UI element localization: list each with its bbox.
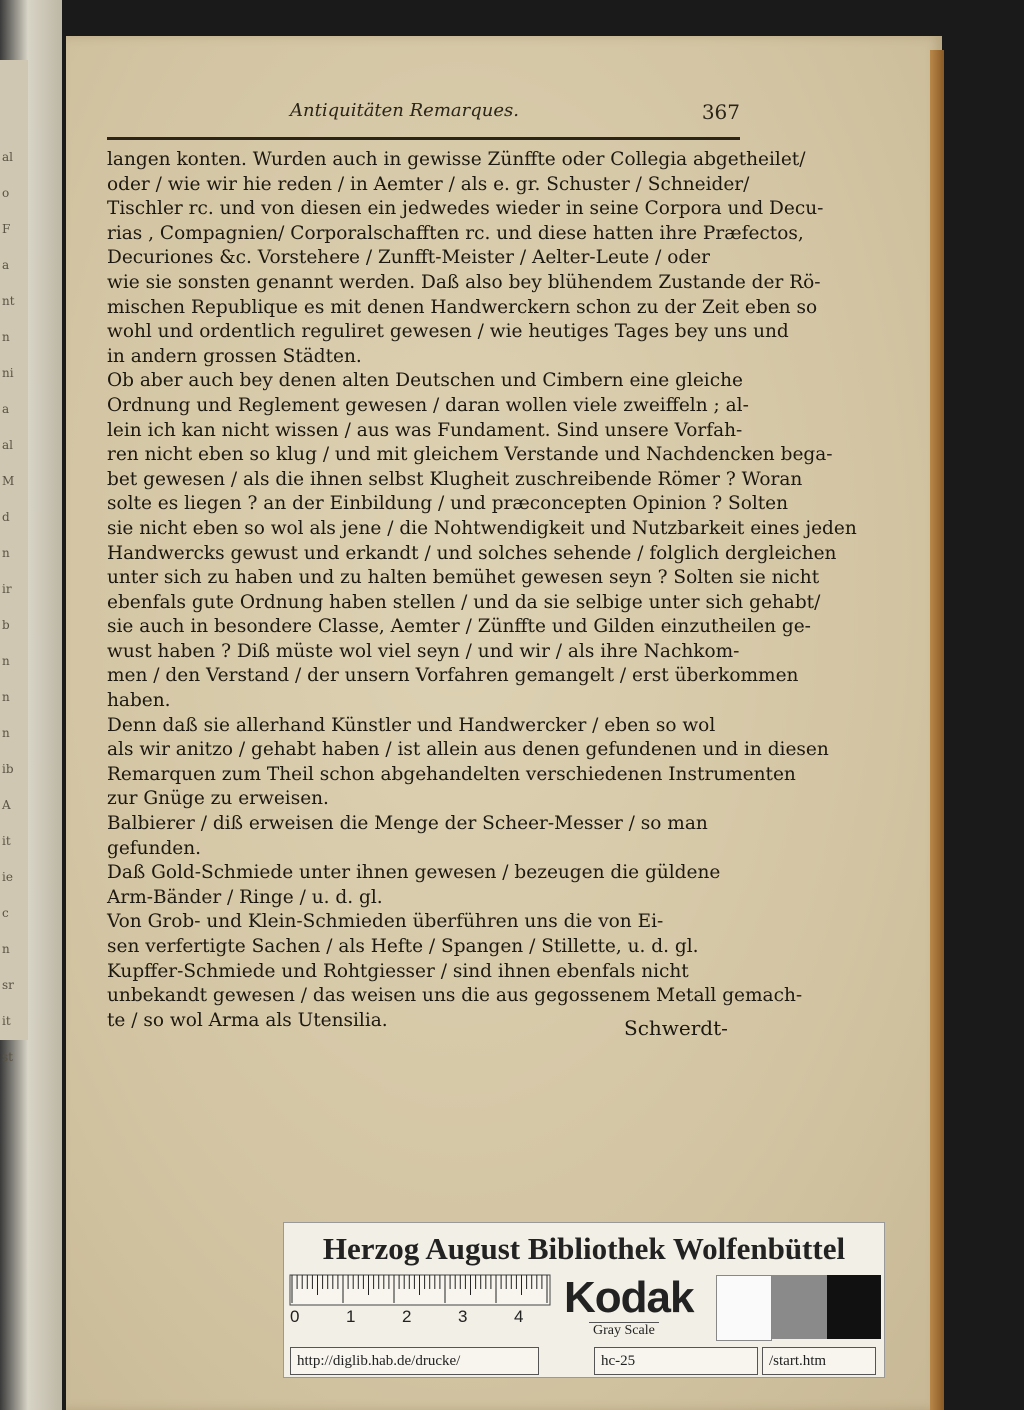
text-line: sie auch in besondere Classe, Aemter / Zünffte und Gilden einzutheilen ge- xyxy=(107,616,811,638)
facing-page-fragment: it xyxy=(2,834,11,848)
facing-page-fragment: n xyxy=(2,654,10,668)
target-card xyxy=(283,1222,885,1378)
text-line: rias , Compagnien/ Corporalschafften rc. und diese hatten ihre Præfectos, xyxy=(107,222,804,244)
text-line: Ordnung und Reglement gewesen / daran wollen viele zweiffeln ; al- xyxy=(107,394,749,416)
facing-page-fragment: M xyxy=(2,474,15,488)
text-line: Daß Gold-Schmiede unter ihnen gewesen / bezeugen die güldene xyxy=(107,862,721,884)
facing-page-fragment: ni xyxy=(2,366,14,380)
facing-page-fragment: o xyxy=(2,186,10,200)
text-line: ebenfals gute Ordnung haben stellen / und da sie selbige unter sich gehabt/ xyxy=(107,591,821,613)
facing-page-edge xyxy=(0,60,28,1064)
text-line: mischen Republique es mit denen Handwerckern schon zu der Zeit eben so xyxy=(107,296,818,318)
card-footer xyxy=(284,1347,884,1375)
text-line: als wir anitzo / gehabt haben / ist allein aus denen gefundenen und in diesen xyxy=(107,739,829,761)
ruler-label: 0 xyxy=(290,1307,300,1326)
ruler-label: 2 xyxy=(402,1307,412,1326)
text-line: gefunden. xyxy=(107,837,202,859)
running-head: Antiquitäten Remarques. xyxy=(290,100,519,121)
facing-page-fragment: ie xyxy=(2,870,13,884)
shelfmark-box: hc-25 xyxy=(594,1347,758,1375)
text-line: Arm-Bänder / Ringe / u. d. gl. xyxy=(107,886,383,908)
text-line: unbekandt gewesen / das weisen uns die aus gegossenem Metall gemach- xyxy=(107,985,803,1007)
facing-page-fragment: ib xyxy=(2,762,14,776)
facing-page-fragment: al xyxy=(2,438,13,452)
facing-page-fragment: A xyxy=(2,798,11,812)
facing-page-fragment: a xyxy=(2,402,10,416)
facing-page-fragment: al xyxy=(2,150,13,164)
gray-scale-label: Gray Scale xyxy=(589,1322,659,1339)
text-line: Balbierer / diß erweisen die Menge der Scheer-Messer / so man xyxy=(107,813,708,835)
facing-page-fragment: it xyxy=(2,1014,11,1028)
swatch-white xyxy=(716,1275,772,1341)
text-line: wie sie sonsten genannt werden. Daß also bey blühendem Zustande der Rö- xyxy=(107,271,821,293)
text-line: bet gewesen / als die ihnen selbst Klugheit zuschreibende Römer ? Woran xyxy=(107,468,803,490)
header-rule xyxy=(107,137,740,140)
ruler-label: 3 xyxy=(458,1307,468,1326)
swatch-black xyxy=(827,1275,881,1339)
facing-page-fragment: n xyxy=(2,690,10,704)
facing-page-fragment: n xyxy=(2,330,10,344)
page-number: 367 xyxy=(701,100,740,124)
text-line: langen konten. Wurden auch in gewisse Zünffte oder Collegia abgetheilet/ xyxy=(107,149,806,170)
text-line: Remarquen zum Theil schon abgehandelten verschiedenen Instrumenten xyxy=(107,763,796,785)
text-line: ren nicht eben so klug / und mit gleichem Verstande und Nachdencken bega- xyxy=(107,444,833,466)
text-line: te / so wol Arma als Utensilia. xyxy=(107,1009,388,1031)
text-line: wohl und ordentlich reguliret gewesen / wie heutiges Tages bey uns und xyxy=(107,321,789,343)
text-line: haben. xyxy=(107,690,171,712)
facing-page-fragment: nt xyxy=(2,294,15,308)
text-line: Von Grob- und Klein-Schmieden überführen uns die von Ei- xyxy=(107,911,664,933)
text-line: lein ich kan nicht wissen / aus was Fundament. Sind unsere Vorfah- xyxy=(107,419,743,441)
ruler-label: 1 xyxy=(346,1307,356,1326)
start-box: /start.htm xyxy=(762,1347,876,1375)
text-line: in andern grossen Städten. xyxy=(107,345,362,367)
facing-page-fragment: d xyxy=(2,510,10,524)
text-line: wust haben ? Diß müste wol viel seyn / und wir / als ihre Nachkom- xyxy=(107,640,740,662)
facing-page-fragment: c xyxy=(2,906,9,920)
page-edge-shadow xyxy=(930,50,944,1410)
facing-page-fragment: n xyxy=(2,942,10,956)
url-box: http://diglib.hab.de/drucke/ xyxy=(290,1347,539,1375)
text-line: unter sich zu haben und zu halten bemühet gewesen seyn ? Solten sie nicht xyxy=(107,567,820,589)
facing-page-fragment: a xyxy=(2,258,10,272)
text-line: men / den Verstand / der unsern Vorfahren gemangelt / erst überkommen xyxy=(107,665,799,687)
catchword: Schwerdt- xyxy=(624,1016,728,1040)
facing-page-fragment: n xyxy=(2,546,10,560)
text-line: Denn daß sie allerhand Künstler und Handwercker / eben so wol xyxy=(107,714,716,736)
text-line: Decuriones &c. Vorstehere / Zunfft-Meister / Aelter-Leute / oder xyxy=(107,247,710,269)
library-title: Herzog August Bibliothek Wolfenbüttel xyxy=(322,1231,846,1266)
text-line: Kupffer-Schmiede und Rohtgiesser / sind ihnen ebenfals nicht xyxy=(107,960,689,982)
facing-page-fragment: st xyxy=(2,1050,13,1064)
text-line: sen verfertigte Sachen / als Hefte / Spangen / Stillette, u. d. gl. xyxy=(107,936,699,957)
text-line: Ob aber auch bey denen alten Deutschen und Cimbern eine gleiche xyxy=(107,370,743,392)
text-line: sie nicht eben so wol als jene / die Nohtwendigkeit und Nutzbarkeit eines jeden xyxy=(107,517,857,539)
text-line: Handwercks gewust und erkandt / und solches sehende / folglich dergleichen xyxy=(107,542,837,564)
text-line: zur Gnüge zu erweisen. xyxy=(107,788,329,810)
text-line: Tischler rc. und von diesen ein jedwedes wieder in seine Corpora und Decu- xyxy=(107,198,824,220)
facing-page-fragment: n xyxy=(2,726,10,740)
text-line: solte es liegen ? an der Einbildung / und præconcepten Opinion ? Solten xyxy=(107,493,789,515)
gray-scale-swatches xyxy=(716,1275,881,1339)
facing-page-fragment: F xyxy=(2,222,11,236)
kodak-logo: Kodak xyxy=(564,1273,694,1322)
facing-page-fragment: sr xyxy=(2,978,14,992)
body-text xyxy=(107,148,857,1033)
swatch-gray xyxy=(772,1275,826,1339)
facing-page-fragment: ir xyxy=(2,582,12,596)
page-header xyxy=(290,100,740,130)
ruler-label: 4 xyxy=(514,1307,524,1326)
text-line: oder / wie wir hie reden / in Aemter / als e. gr. Schuster / Schneider/ xyxy=(107,173,750,195)
facing-page-fragment: b xyxy=(2,618,10,632)
